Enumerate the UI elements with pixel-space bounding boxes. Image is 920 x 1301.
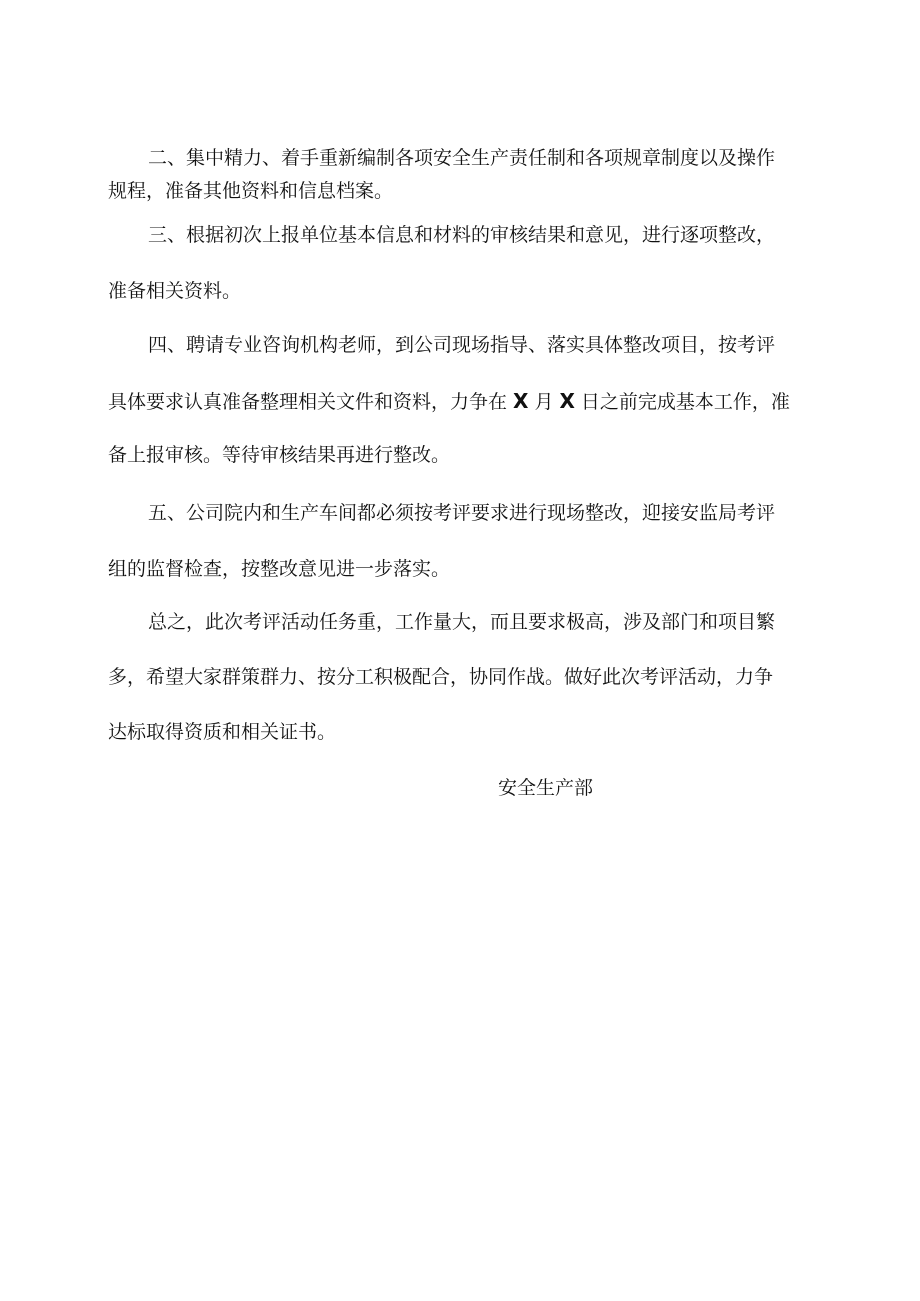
paragraph-line: 规程，准备其他资料和信息档案。 bbox=[108, 180, 394, 202]
paragraph-line: 备上报审核。等待审核结果再进行整改。 bbox=[108, 444, 451, 466]
signature-department: 安全生产部 bbox=[498, 777, 594, 799]
paragraph-line: 多，希望大家群策群力、按分工积极配合，协同作战。做好此次考评活动，力争 bbox=[108, 666, 774, 688]
paragraph-line-with-date bbox=[108, 391, 820, 411]
placeholder-mark: X bbox=[559, 389, 575, 413]
date-text-before: 具体要求认真准备整理相关文件和资料，力争在 bbox=[108, 391, 508, 413]
paragraph-5 bbox=[108, 503, 820, 579]
paragraph-line: 二、集中精力、着手重新编制各项安全生产责任制和各项规章制度以及操作 bbox=[148, 147, 776, 169]
paragraph-4 bbox=[108, 335, 820, 465]
paragraph-3 bbox=[108, 225, 820, 301]
placeholder-mark: X bbox=[513, 389, 529, 413]
paragraph-line: 组的监督检查，按整改意见进一步落实。 bbox=[108, 558, 451, 580]
paragraph-line: 四、聘请专业咨询机构老师，到公司现场指导、落实具体整改项目，按考评 bbox=[148, 334, 776, 356]
month-label: 月 bbox=[534, 391, 554, 413]
paragraph-2 bbox=[108, 148, 820, 201]
paragraph-summary bbox=[108, 612, 820, 742]
paragraph-line: 三、根据初次上报单位基本信息和材料的审核结果和意见，进行逐项整改， bbox=[148, 224, 776, 246]
paragraph-line: 五、公司院内和生产车间都必须按考评要求进行现场整改，迎接安监局考评 bbox=[148, 502, 776, 524]
paragraph-line: 总之，此次考评活动任务重，工作量大，而且要求极高，涉及部门和项目繁 bbox=[148, 611, 776, 633]
paragraph-line: 准备相关资料。 bbox=[108, 280, 242, 302]
paragraph-line: 达标取得资质和相关证书。 bbox=[108, 721, 337, 743]
date-text-after: 日之前完成基本工作，准 bbox=[580, 391, 790, 413]
